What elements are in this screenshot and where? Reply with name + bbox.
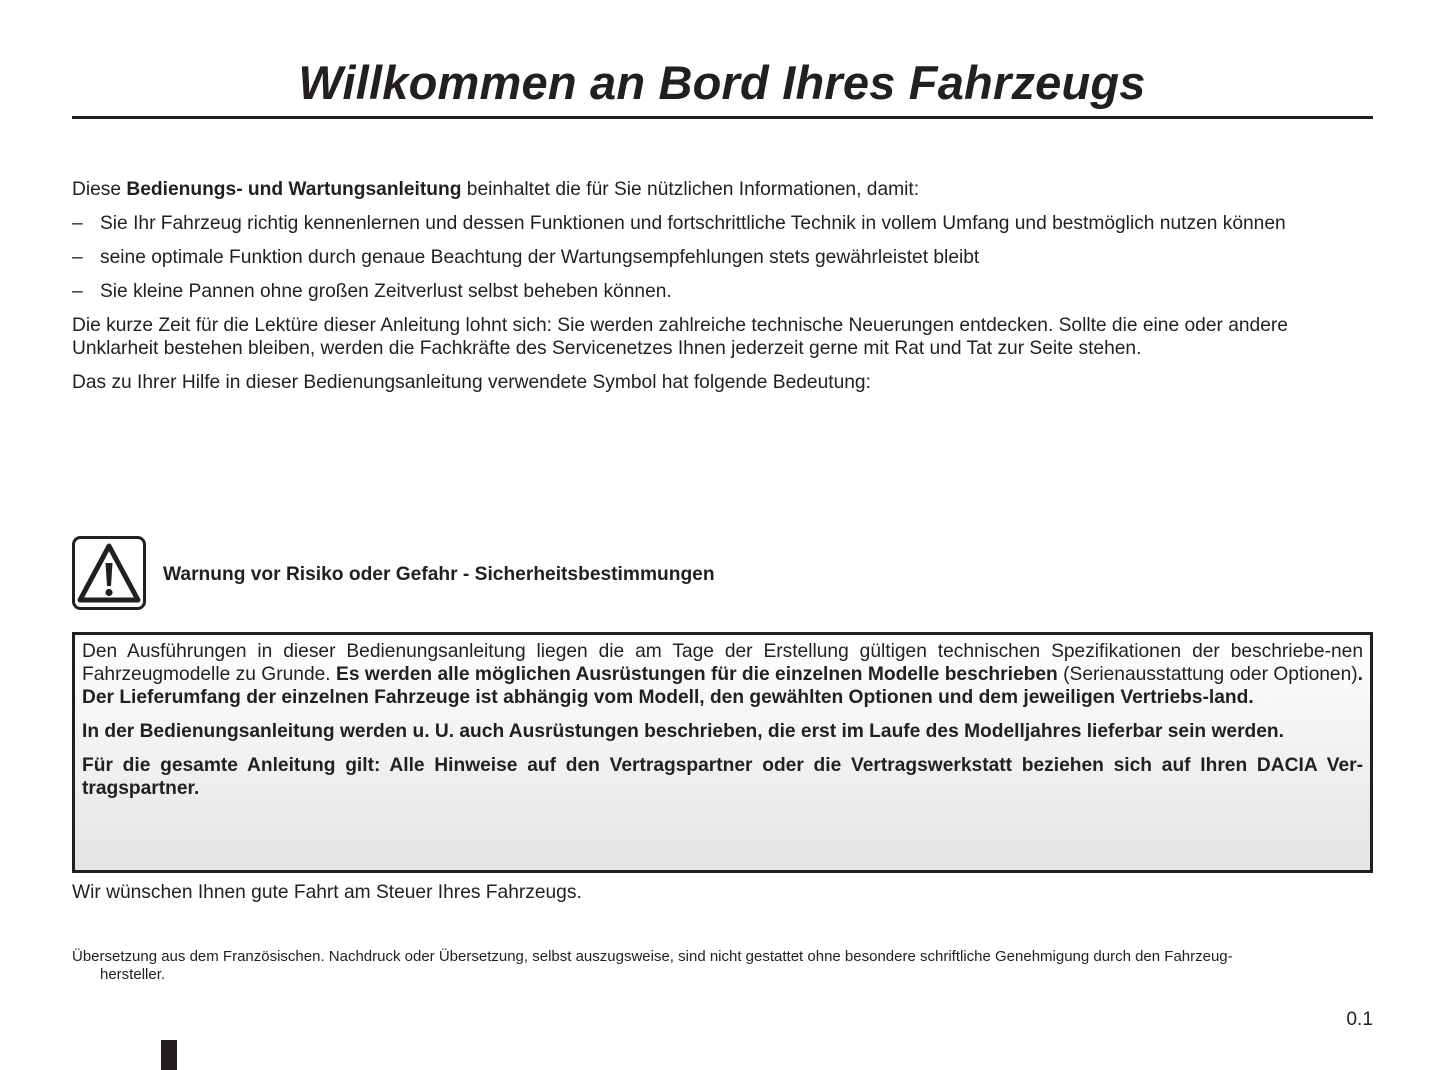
page-edge-marker [161, 1040, 177, 1070]
bullet-dash: – [72, 247, 83, 268]
title-underline [72, 116, 1373, 119]
bullet-dash: – [72, 281, 83, 302]
notice-text: Den Ausführungen in dieser Bedienungsanleitung liegen die am Tage der Erstellung gültigen technischen Spezifikationen der beschriebe-nen Fahrzeugmodelle zu Grunde. [82, 641, 1363, 685]
bullet-dash: – [72, 213, 83, 234]
page-number: 0.1 [1346, 1009, 1373, 1030]
intro-bold-manual-name: Bedienungs- und Wartungsanleitung [126, 179, 462, 200]
warning-label: Warnung vor Risiko oder Gefahr - Sicherheitsbestimmungen [163, 564, 715, 585]
notice-paragraph-1 [82, 640, 1363, 709]
notice-paragraph-3 [82, 754, 1363, 800]
notice-bold-text: Für die gesamte Anleitung gilt: Alle Hinweise auf den Vertragspartner oder die Vertragswerkstatt beziehen sich auf Ihren DACIA Ver-tragspartner. [82, 755, 1363, 799]
bullet-text: Sie Ihr Fahrzeug richtig kennenlernen und dessen Funktionen und fortschrittliche Technik in vollem Umfang und bestmöglich nutzen können [100, 213, 1286, 234]
intro-paragraph [72, 178, 1374, 201]
copyright-footnote [72, 948, 1374, 984]
notice-bold-text: Es werden alle möglichen Ausrüstungen für die einzelnen Modelle beschrieben [336, 664, 1058, 685]
intro-suffix: beinhaltet die für Sie nützlichen Informationen, damit: [461, 179, 920, 200]
notice-paragraph-2 [82, 720, 1363, 743]
notice-bold-text: In der Bedienungsanleitung werden u. U. auch Ausrüstungen beschrieben, die erst im Laufe des Modelljahres lieferbar sein werden. [82, 721, 1284, 742]
bullet-text: Sie kleine Pannen ohne großen Zeitverlust selbst beheben können. [100, 281, 672, 302]
notice-box [72, 632, 1373, 873]
footnote-line: Übersetzung aus dem Französischen. Nachdruck oder Übersetzung, selbst auszugsweise, sind nicht gestattet ohne besondere schriftliche Genehmigung durch den Fahrzeug- [72, 948, 1233, 965]
notice-text: (Serienausstattung oder Optionen) [1057, 664, 1358, 685]
bullet-text: seine optimale Funktion durch genaue Beachtung der Wartungsempfehlungen stets gewährleistet bleibt [100, 247, 980, 268]
notice-bold-text: . Der Lieferumfang der einzelnen Fahrzeuge ist abhängig vom Modell, den gewählten Optionen und dem jeweiligen Vertriebs-land. [82, 664, 1363, 708]
symbol-paragraph: Das zu Ihrer Hilfe in dieser Bedienungsanleitung verwendete Symbol hat folgende Bedeutung: [72, 372, 871, 393]
footnote-line: hersteller. [100, 966, 166, 983]
page-title: Willkommen an Bord Ihres Fahrzeugs [298, 56, 1146, 109]
intro-prefix: Diese [72, 179, 127, 200]
lecture-paragraph: Die kurze Zeit für die Lektüre dieser Anleitung lohnt sich: Sie werden zahlreiche technische Neuerungen entdecken. Sollte die eine oder andere Unklarheit bestehen bleiben, werden die Fachkräfte des Servicenetzes Ihnen jederzeit gerne mit Rat und Tat zur Seite stehen. [72, 315, 1288, 359]
warning-triangle-icon [72, 536, 146, 610]
closing-paragraph: Wir wünschen Ihnen gute Fahrt am Steuer Ihres Fahrzeugs. [72, 882, 582, 903]
